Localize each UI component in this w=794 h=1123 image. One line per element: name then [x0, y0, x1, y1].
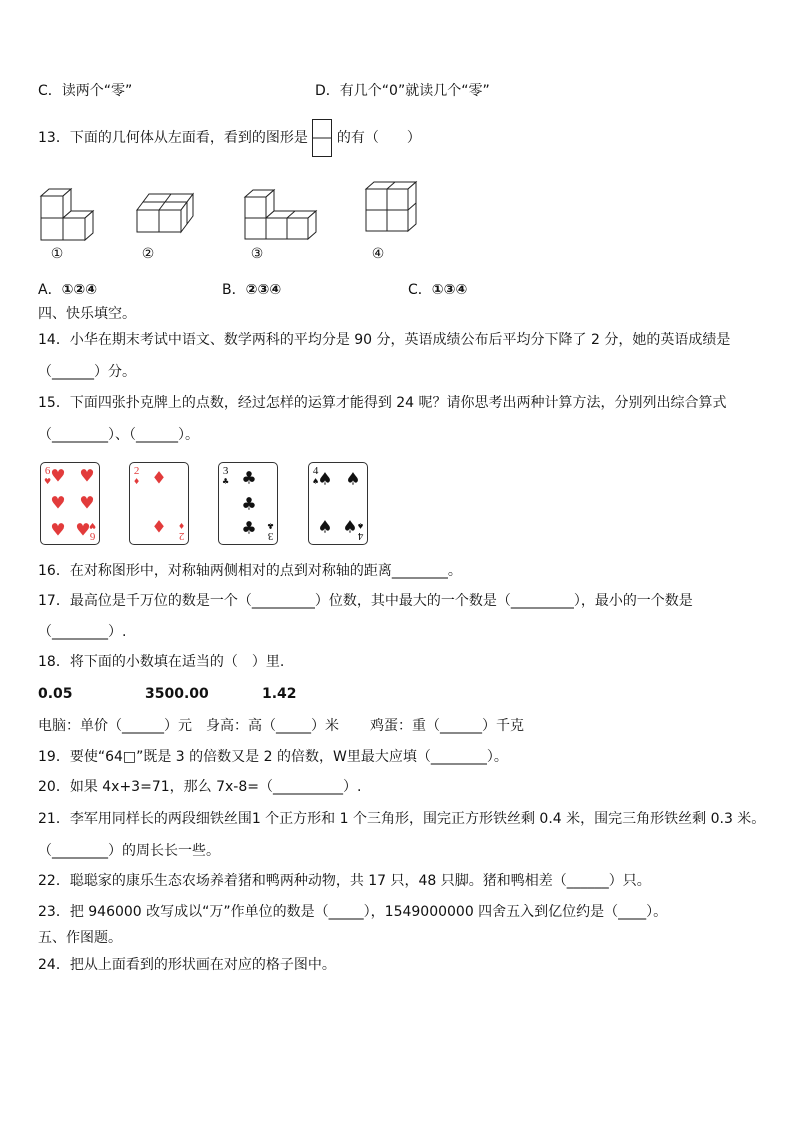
card-rank: 3 — [222, 465, 229, 477]
question-14-line-1: 14．小华在期末考试中语文、数学两科的平均分是 90 分，英语成绩公布后平均分下降了 2 分，她的英语成绩是 — [38, 332, 731, 348]
question-14-line-2: （______）分。 — [38, 364, 136, 380]
spade-icon: ♠ — [312, 477, 320, 486]
card-rank: 4 — [312, 465, 319, 477]
figure-label-2: ② — [141, 246, 155, 262]
heart-icon: ♥ — [79, 466, 95, 487]
option-letter: C． — [408, 282, 432, 298]
card-rank: 3 — [267, 530, 274, 542]
card-rank: 2 — [133, 465, 140, 477]
diamond-icon: ♦ — [133, 477, 141, 486]
question-19: 19．要使“64□”既是 3 的倍数又是 2 的倍数，W里最大应填（________）。 — [38, 749, 508, 765]
option-letter: B． — [222, 282, 246, 298]
question-15-line-1: 15．下面四张扑克牌上的点数，经过怎样的运算才能得到 24 呢？请你思考出两种计算方法，分别列出综合算式 — [38, 395, 727, 411]
option-value: ①③④ — [431, 282, 468, 298]
spade-icon: ♠ — [356, 521, 364, 530]
blank-computer-price: 电脑：单价（______）元 — [38, 718, 192, 734]
question-21-line-2: （________）的周长长一些。 — [38, 843, 220, 859]
question-17-line-1: 17．最高位是千万位的数是一个（_________）位数，其中最大的一个数是（_________），最小的一个数是 — [38, 593, 693, 609]
playing-card-4 — [308, 462, 368, 545]
card-corner-bottom — [267, 521, 274, 541]
option-c — [408, 282, 467, 298]
spade-icon: ♠ — [345, 469, 361, 490]
diamond-icon: ♦ — [151, 517, 167, 538]
figure-label-3: ③ — [250, 246, 264, 262]
spade-icon: ♠ — [342, 517, 358, 538]
figure-label-1: ① — [50, 246, 64, 262]
blank-height: 身高：高（_____）米 — [206, 718, 339, 734]
option-value: ①②④ — [61, 282, 98, 298]
question-20: 20．如果 4x+3=71，那么 7x-8=（__________）. — [38, 779, 362, 795]
card-rank: 2 — [178, 530, 185, 542]
option-a — [38, 282, 97, 298]
left-view-shape-icon — [312, 119, 332, 157]
question-13 — [38, 119, 421, 157]
figure-label-4: ④ — [371, 246, 385, 262]
heart-icon: ♥ — [88, 521, 96, 530]
playing-card-2 — [129, 462, 189, 545]
card-corner-top — [222, 466, 229, 486]
card-corner-top — [133, 466, 140, 486]
question-13-prefix: 13．下面的几何体从左面看，看到的图形是 — [38, 130, 308, 146]
card-corner-bottom — [178, 521, 185, 541]
decimal-value: 0.05 — [38, 686, 73, 702]
card-rank: 6 — [44, 465, 51, 477]
option-letter: A． — [38, 282, 62, 298]
section-4-title: 四、快乐填空。 — [38, 306, 136, 322]
question-21-line-1: 21．李军用同样长的两段细铁丝围1 个正方形和 1 个三角形，围完正方形铁丝剩 0.4 米，围完三角形铁丝剩 0.3 米。 — [38, 811, 766, 827]
cube-figures — [0, 176, 440, 244]
heart-icon: ♥ — [79, 493, 95, 514]
option-c-prev: C．读两个“零” — [38, 83, 133, 99]
question-16: 16．在对称图形中，对称轴两侧相对的点到对称轴的距离________。 — [38, 563, 462, 579]
club-icon: ♣ — [241, 518, 257, 539]
club-icon: ♣ — [241, 494, 257, 515]
cube-figure-4 — [366, 182, 416, 231]
diamond-icon: ♦ — [151, 468, 167, 489]
spade-icon: ♠ — [317, 469, 333, 490]
cube-figure-1 — [41, 189, 93, 240]
card-rank: 6 — [89, 530, 96, 542]
option-d-prev: D．有几个“0”就读几个“零” — [315, 83, 490, 99]
blank-egg-weight: 鸡蛋：重（______）千克 — [370, 718, 524, 734]
heart-icon: ♥ — [50, 493, 66, 514]
playing-card-3 — [218, 462, 278, 545]
club-icon: ♣ — [241, 468, 257, 489]
question-23: 23．把 946000 改写成以“万”作单位的数是（_____），1549000000 四舍五入到亿位约是（____）。 — [38, 904, 668, 920]
cube-figure-3 — [245, 190, 316, 239]
diamond-icon: ♦ — [177, 521, 185, 530]
decimal-value: 1.42 — [262, 686, 297, 702]
question-17-line-2: （________）. — [38, 624, 127, 640]
question-18-stem: 18．将下面的小数填在适当的（ ）里. — [38, 654, 285, 670]
heart-icon: ♥ — [75, 520, 91, 541]
club-icon: ♣ — [266, 521, 274, 530]
decimal-value: 3500.00 — [145, 686, 209, 702]
heart-icon: ♥ — [50, 520, 66, 541]
card-rank: 4 — [357, 530, 364, 542]
club-icon: ♣ — [222, 477, 230, 486]
option-value: ②③④ — [245, 282, 282, 298]
option-b — [222, 282, 281, 298]
question-24: 24．把从上面看到的形状画在对应的格子图中。 — [38, 957, 336, 973]
cube-figure-2 — [137, 194, 193, 232]
card-corner-bottom — [357, 521, 364, 541]
heart-icon: ♥ — [44, 477, 52, 486]
question-22: 22．聪聪家的康乐生态农场养着猪和鸭两种动物，共 17 只，48 只脚。猪和鸭相差（______）只。 — [38, 873, 651, 889]
question-13-suffix: 的有（ ） — [336, 130, 421, 146]
playing-card-1 — [40, 462, 100, 545]
heart-icon: ♥ — [50, 466, 66, 487]
section-5-title: 五、作图题。 — [38, 930, 122, 946]
spade-icon: ♠ — [317, 517, 333, 538]
question-15-line-2: （________）、（______）。 — [38, 427, 199, 443]
